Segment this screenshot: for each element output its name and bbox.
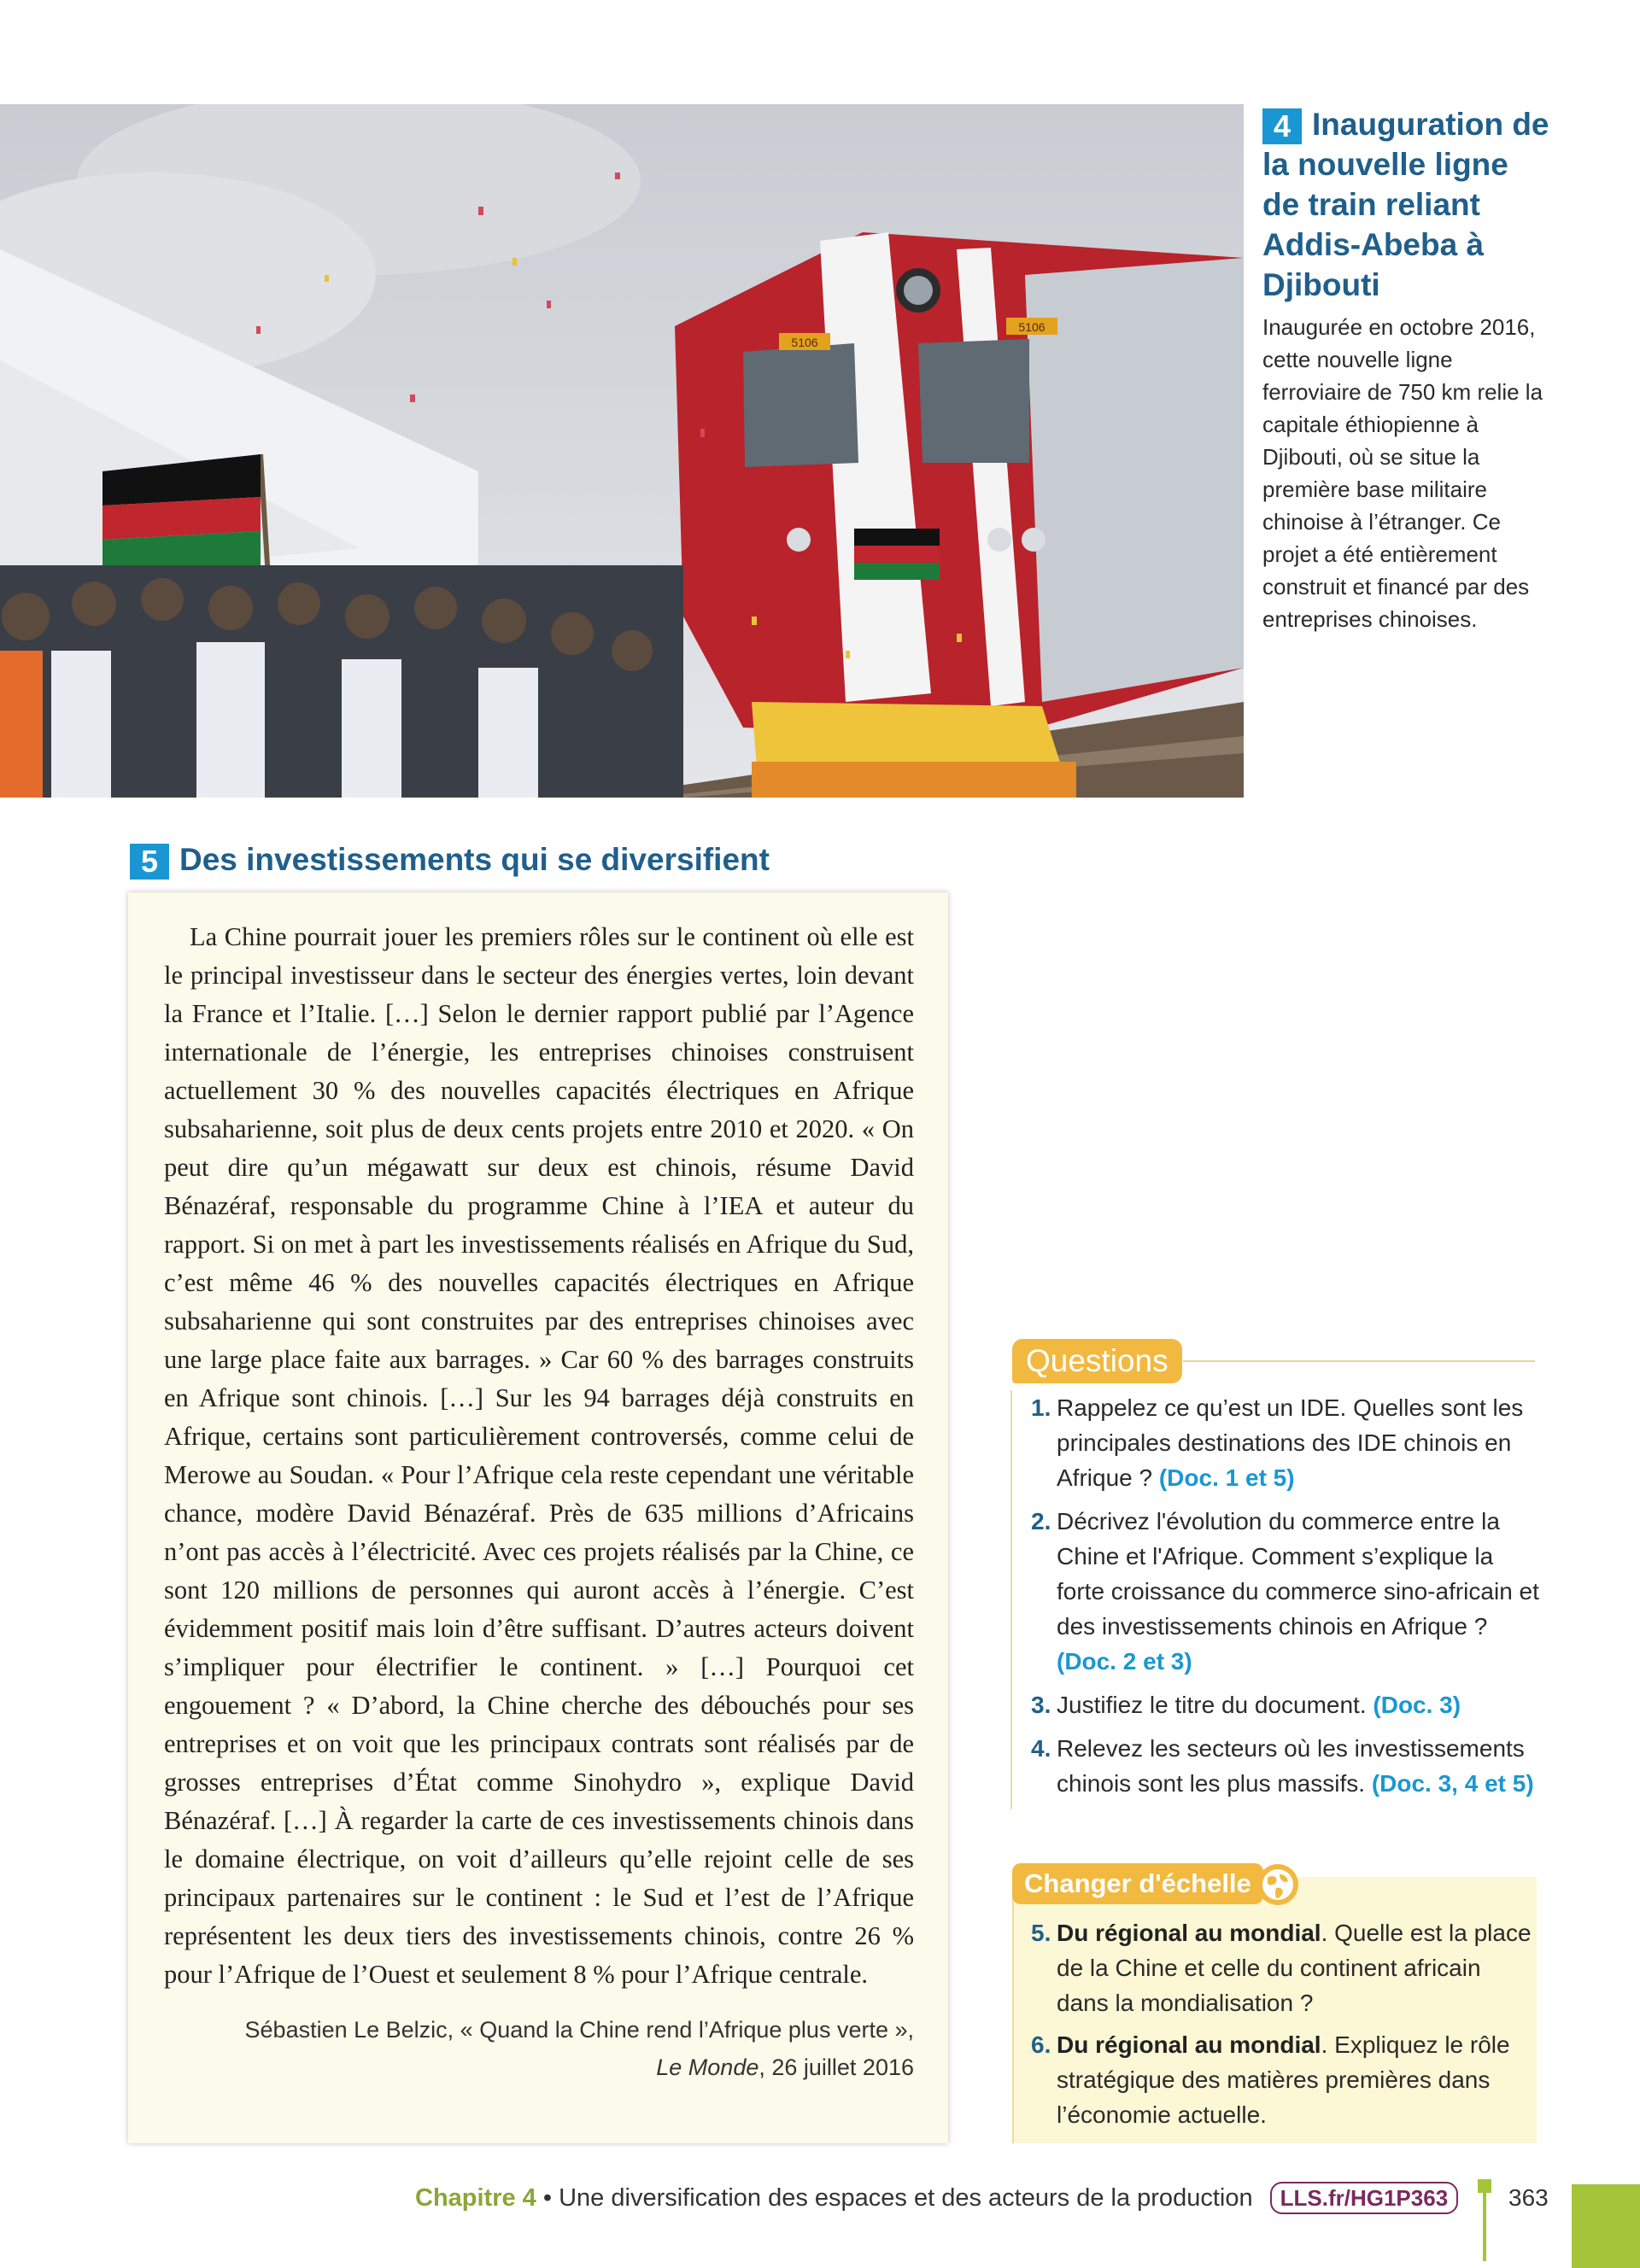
question-text: Relevez les secteurs où les investissements chinois sont les plus massifs. <box>1057 1735 1525 1797</box>
globe-icon <box>1256 1862 1300 1907</box>
question-item <box>1012 1687 1542 1722</box>
train-photo-illustration <box>0 104 1244 798</box>
doc5-text-box <box>128 892 948 2143</box>
question-text: . Quelle est la place de la Chine et celle du continent africain dans la mondialisation ? <box>1057 1920 1532 2016</box>
doc5-source <box>164 2011 914 2086</box>
doc5-body: La Chine pourrait jouer les premiers rôles sur le continent où elle est le principal investisseur dans le secteur des énergies vertes, loin devant la France et l’Italie. […] Selon le dernier rapport publié par l’Agence internationale de l’énergie, les entreprises chinoises construisent actuellement 30 % des nouvelles capacités électriques en Afrique subsaharienne, soit plus de deux cents projets entre 2010 et 2020. « On peut dire qu’un mégawatt sur deux est chinois, résume David Bénazéraf, responsable du programme Chine à l’IEA et auteur du rapport. Si on met à part les investissements réalisés en Afrique du Sud, c’est même 46 % des nouvelles capacités électriques en Afrique subsaharienne qui sont construites par des entreprises chinoises avec une large place faite aux barrages. » Car 60 % des barrages construits en Afrique sont chinois. […] Sur les 94 barrages déjà construits en Afrique, certains sont particulièrement controversés, comme celui de Merowe au Soudan. « Pour l’Afrique cela reste cependant une véritable chance, modère David Bénazéraf. Près de 635 millions d’Africains n’ont pas accès à l’électricité. Avec ces projets réalisés par la Chine, ce sont 120 millions de personnes qui auront accès à l’énergie. C’est évidemment positif mais loin d’être suffisant. D’autres acteurs doivent s’impliquer pour électrifier le continent. » […] Pourquoi cet engouement ? « D’abord, la Chine cherche des débouchés pour ses entreprises et on voit que les principaux contrats sont réalisés par de grosses entreprises d’État comme Sinohydro », explique David Bénazéraf. […] À regarder la carte de ces investissements chinois dans le domaine électrique, on voit d’ailleurs qu’elle rejoint celle de ses principaux partenaires sur le continent : le Sud et l’est de l’Afrique représentent les deux tiers des investissements chinois, contre 26 % pour l’Afrique de l’Ouest et seulement 8 % pour l’Afrique centrale. <box>164 922 914 1989</box>
question-doc-ref: (Doc. 2 et 3) <box>1057 1648 1192 1675</box>
question-number: 6. <box>1031 2031 1051 2058</box>
question-item <box>1012 1915 1535 2020</box>
questions-header <box>1012 1339 1535 1383</box>
changer-echelle-pill: Changer d'échelle <box>1012 1863 1263 1904</box>
questions-list <box>1010 1390 1542 1809</box>
question-number: 2. <box>1031 1508 1051 1534</box>
changer-echelle-list <box>1012 1915 1535 2139</box>
footer-link[interactable]: LLS.fr/HG1P363 <box>1270 2182 1459 2214</box>
question-doc-ref: (Doc. 3, 4 et 5) <box>1371 1770 1534 1797</box>
inauguration-photo <box>0 104 1244 798</box>
footer-vertical-line <box>1483 2193 1486 2261</box>
source-date: , 26 juillet 2016 <box>758 2055 914 2080</box>
doc5-title-text: Des investissements qui se diversifient <box>179 842 770 877</box>
footer-subtitle: Une diversification des espaces et des acteurs de la production <box>559 2184 1253 2212</box>
question-item <box>1012 1504 1542 1679</box>
question-bold-label: Du régional au mondial <box>1057 2031 1321 2058</box>
question-number: 1. <box>1031 1394 1051 1421</box>
cab-number-left: 5106 <box>791 336 818 349</box>
doc4-title <box>1262 104 1553 305</box>
cab-number-right: 5106 <box>1018 320 1046 334</box>
page-corner-tab <box>1572 2184 1640 2268</box>
question-item <box>1012 1731 1542 1801</box>
page-number: 363 <box>1508 2184 1549 2211</box>
footer-marker <box>1478 2179 1491 2193</box>
source-journal: Le Monde <box>656 2055 759 2080</box>
doc4-number-badge: 4 <box>1262 108 1302 144</box>
question-item <box>1012 1390 1542 1495</box>
question-number: 5. <box>1031 1920 1051 1946</box>
questions-pill: Questions <box>1012 1339 1182 1383</box>
question-doc-ref: (Doc. 1 et 5) <box>1158 1464 1295 1491</box>
question-doc-ref: (Doc. 3) <box>1373 1692 1461 1718</box>
page-footer <box>415 2178 1458 2218</box>
source-author: Sébastien Le Belzic, « Quand la Chine rend l’Afrique plus verte », <box>244 2017 914 2043</box>
question-number: 3. <box>1031 1692 1051 1718</box>
question-text: . Expliquez le rôle stratégique des matières premières dans l’économie actuelle. <box>1057 2031 1510 2128</box>
doc4-title-text: Inauguration de la nouvelle ligne de train reliant Addis-Abeba à Djibouti <box>1262 107 1549 303</box>
question-text: Décrivez l'évolution du commerce entre la Chine et l'Afrique. Comment s’explique la forte croissance du commerce sino-africain et des investissements chinois en Afrique ? <box>1057 1508 1539 1640</box>
question-bold-label: Du régional au mondial <box>1057 1920 1321 1946</box>
footer-separator: • <box>536 2184 559 2212</box>
question-number: 4. <box>1031 1735 1051 1762</box>
questions-rule <box>1183 1360 1535 1362</box>
question-text: Rappelez ce qu’est un IDE. Quelles sont les principales destinations des IDE chinois en Afrique ? <box>1057 1394 1524 1491</box>
question-item <box>1012 2027 1535 2132</box>
doc4-caption: Inaugurée en octobre 2016, cette nouvelle ligne ferroviaire de 750 km relie la capitale éthiopienne à Djibouti, où se situe la première base militaire chinoise à l’étranger. Ce projet a été entièrement construit et financé par des entreprises chinoises. <box>1262 314 1543 632</box>
footer-chapter: Chapitre 4 <box>415 2184 536 2212</box>
doc5-number-badge: 5 <box>130 844 169 880</box>
question-text: Justifiez le titre du document. <box>1057 1692 1367 1718</box>
doc5-title <box>130 839 899 880</box>
